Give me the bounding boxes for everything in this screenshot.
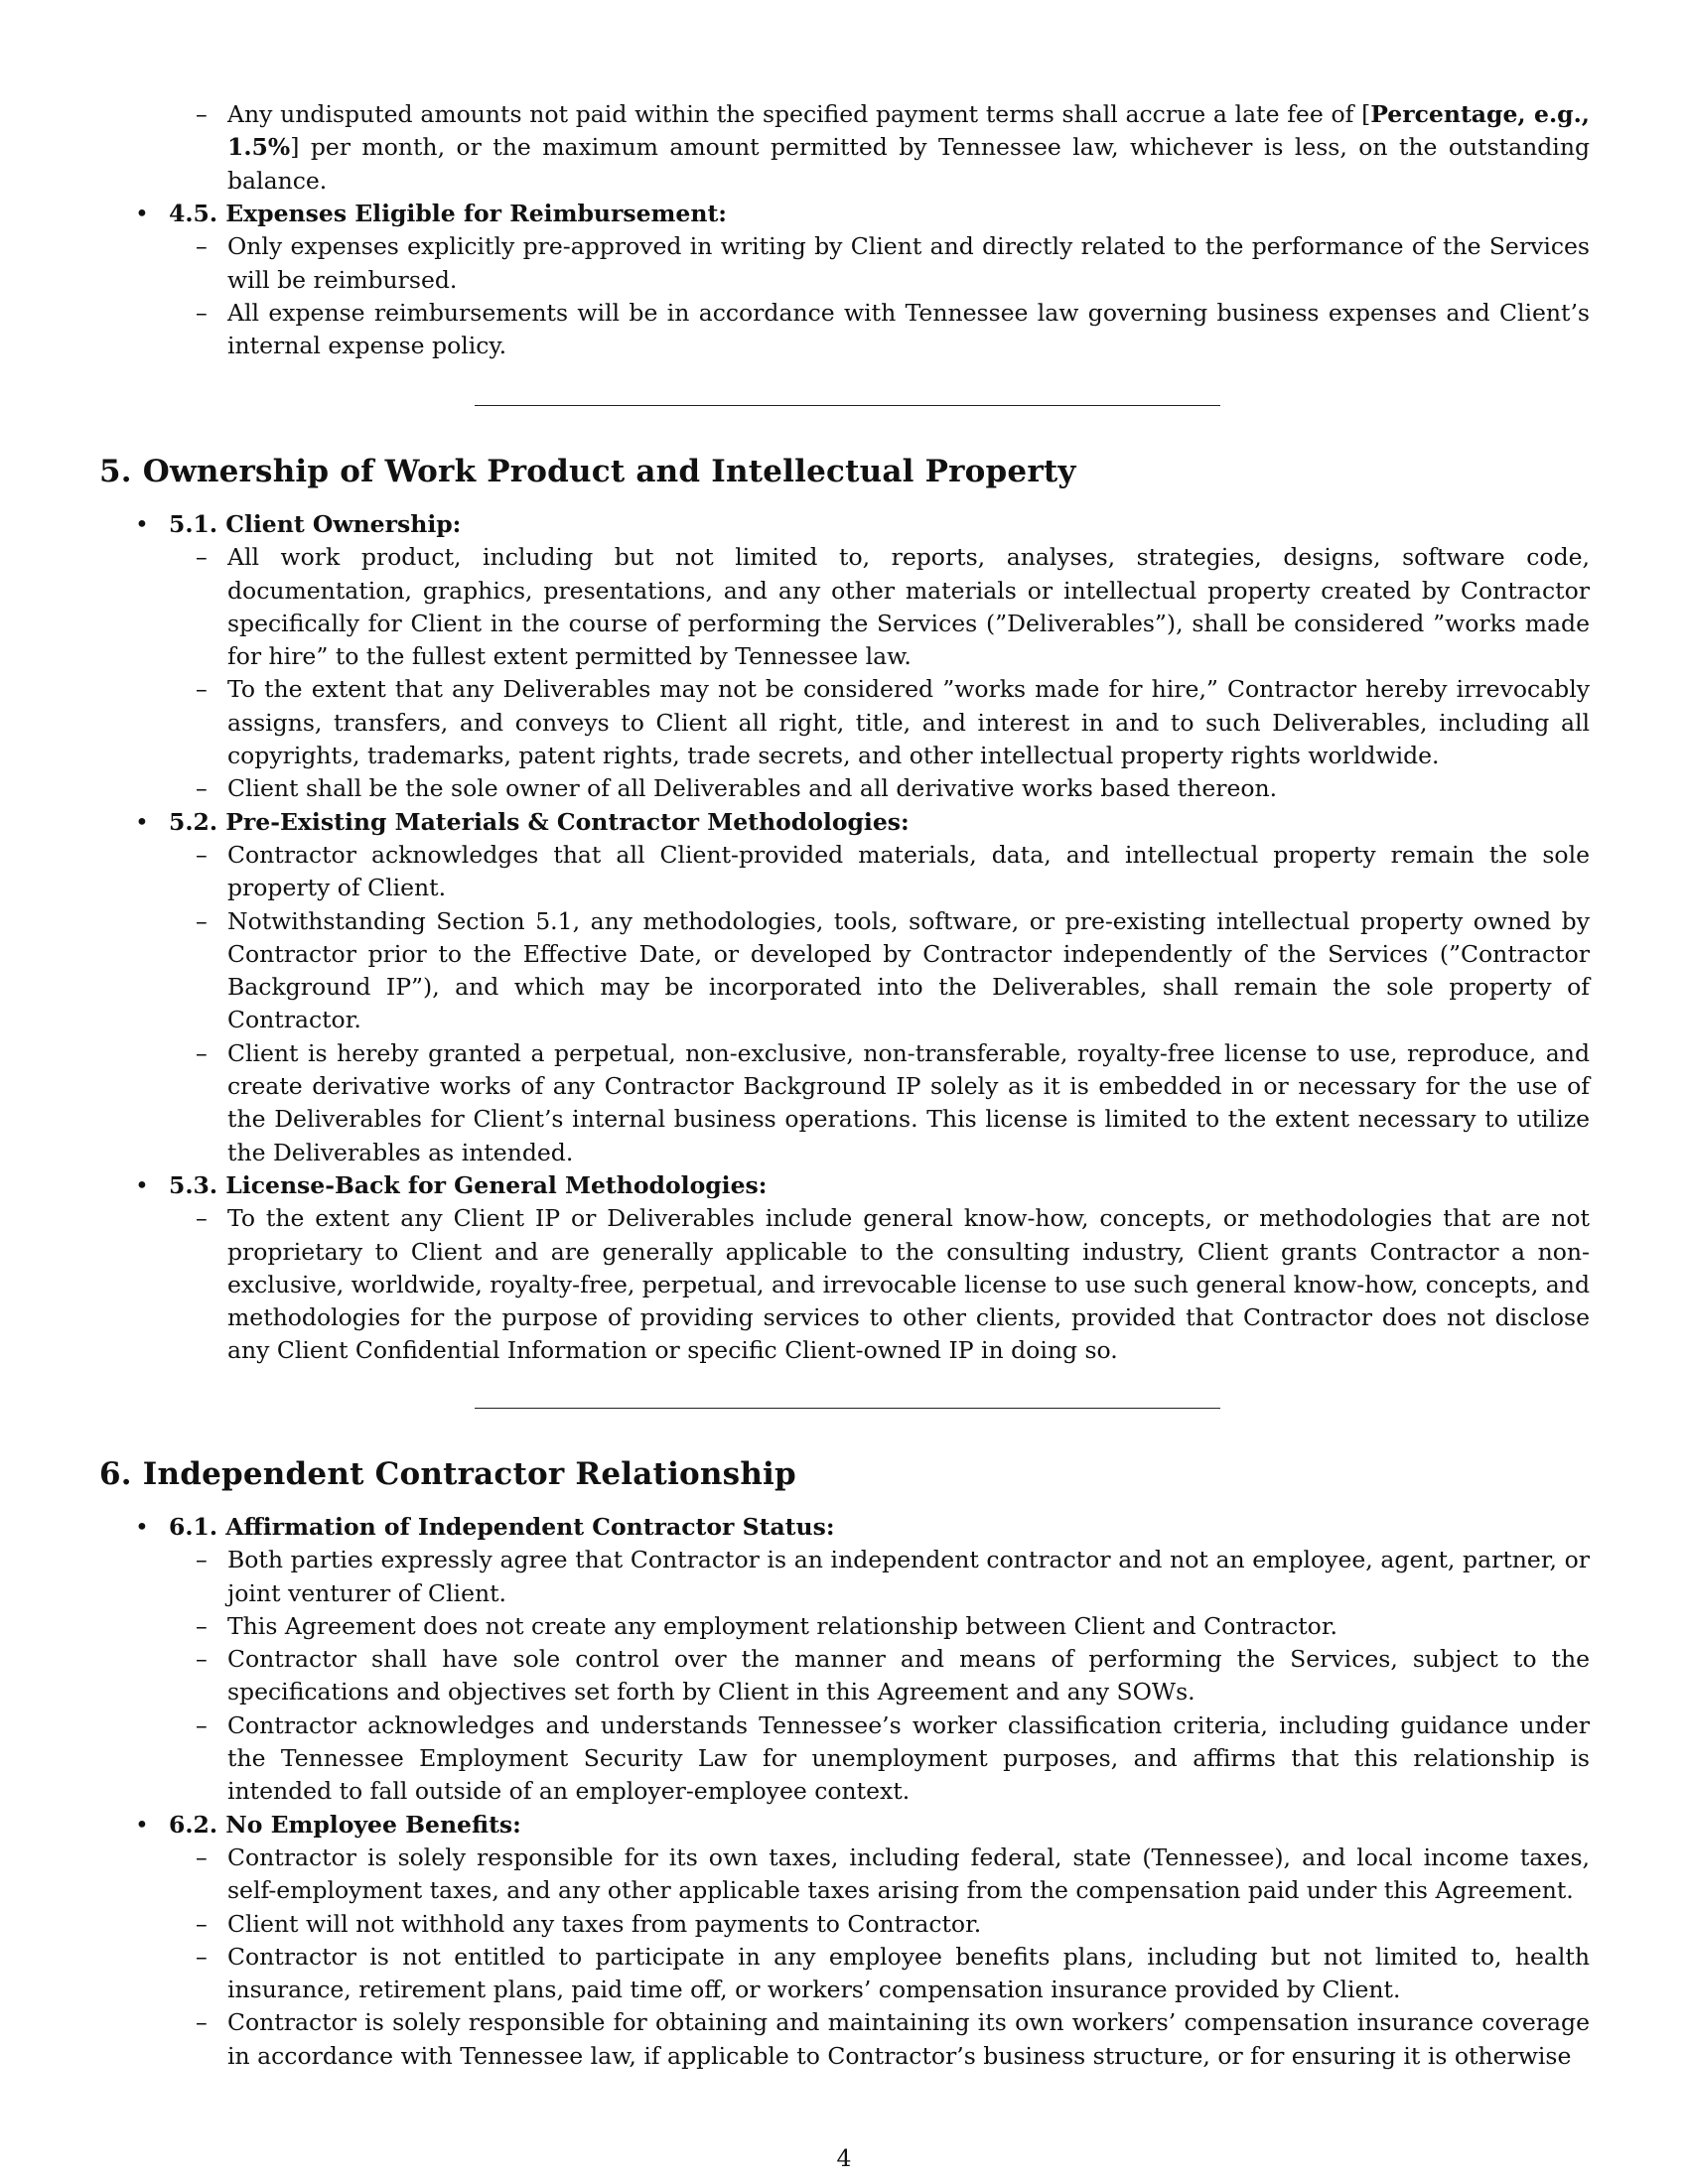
item-5-2-title: 5.2. Pre-Existing Materials & Contractor Methodologies: — [169, 807, 910, 836]
section-5-heading: 5. Ownership of Work Product and Intellectual Property — [99, 454, 1076, 489]
item-6-1-title: 6.1. Affirmation of Independent Contractor Status: — [169, 1513, 835, 1541]
item-4-5 — [0, 198, 1590, 362]
item-6-2: • 6.2. No Employee Benefits: – Contractor is solely responsible for its own taxes, including federal, state (Tennessee), and local income taxes, self-employment taxes, and any other applicable taxes arising from the compensation paid under this Agreement. – Client will not withhold any taxes from payments to Contractor. – Contractor is not entitled to participate in any employee benefits plans, including but not limited to, health insurance, retirement plans, paid time off, or workers’ compensation insurance provided by Client. – Contractor is solely responsible for obtaining and maintaining its own workers’ compensation insurance coverage in accordance with Tennessee law, if applicable to Contractor’s business structure, or for ensuring it is otherwise — [0, 1809, 1590, 2073]
section-divider-1 — [475, 405, 1220, 406]
dash-marker: – — [196, 100, 208, 128]
item-5-2-point-2: – Notwithstanding Section 5.1, any methodologies, tools, software, or pre-existing intellectual property owned by Contractor prior to the Effective Date, or developed by Contractor independently of the Services (”Contractor Background IP”), and which may be incorporated into the Deliverables, shall remain the sole property of Contractor. — [196, 906, 1590, 1034]
late-fee-text-b: ] per month, or the maximum amount permitted by Tennessee law, whichever is less, on the outstanding balance. — [227, 133, 1590, 195]
item-4-5-point-1: – Only expenses explicitly pre-approved in writing by Client and directly related to the performance of the Services will be reimbursed. — [196, 232, 1590, 294]
item-5-1: • 5.1. Client Ownership: – All work product, including but not limited to, reports, analyses, strategies, designs, software code, documentation, graphics, presentations, and any other materials or intellectual property created by Contractor specifically for Client in the course of performing the Services (”Deliverables”), shall be considered ”works made for hire” to the fullest extent permitted by Tennessee law. – To the extent that any Deliverables may not be considered ”works made for hire,” Contractor hereby irrevocably assigns, transfers, and conveys to Client all right, title, and interest in and to such Deliverables, including all copyrights, trademarks, patent rights, trade secrets, and other intellectual property rights worldwide. – Client shall be the sole owner of all Deliverables and all derivative works based thereon. — [0, 508, 1590, 806]
page-number: 4 — [836, 2144, 852, 2172]
late-fee-point — [168, 98, 1590, 198]
item-5-2: • 5.2. Pre-Existing Materials & Contractor Methodologies: – Contractor acknowledges that all Client-provided materials, data, and intellectual property remain the sole property of Client. – Notwithstanding Section 5.1, any methodologies, tools, software, or pre-existing intellectual property owned by Contractor prior to the Effective Date, or developed by Contractor independently of the Services (”Contractor Background IP”), and which may be incorporated into the Deliverables, shall remain the sole property of Contractor. – Client is hereby granted a perpetual, non-exclusive, non-transferable, royalty-free license to use, reproduce, and create derivative works of any Contractor Background IP solely as it is embedded in or necessary for the use of the Deliverables for Client’s internal business operations. This license is limited to the extent necessary to utilize the Deliverables as intended. — [0, 806, 1590, 1169]
item-5-1-point-2: – To the extent that any Deliverables may not be considered ”works made for hire,” Contractor hereby irrevocably assigns, transfers, and conveys to Client all right, title, and interest in and to such Deliverables, including all copyrights, trademarks, patent rights, trade secrets, and other intellectual property rights worldwide. — [196, 675, 1590, 770]
item-5-2-point-1: – Contractor acknowledges that all Client-provided materials, data, and intellectual property remain the sole property of Client. — [196, 840, 1590, 902]
item-5-3: • 5.3. License-Back for General Methodologies: – To the extent any Client IP or Deliverables include general know-how, concepts, or methodologies that are not proprietary to Client and are generally applicable to the consulting industry, Client grants Contractor a non-exclusive, worldwide, royalty-free, perpetual, and irrevocable license to use such general know-how, concepts, and methodologies for the purpose of providing services to other clients, provided that Contractor does not disclose any Client Confidential Information or specific Client-owned IP in doing so. — [0, 1169, 1590, 1368]
item-6-1-point-4: – Contractor acknowledges and understands Tennessee’s worker classification criteria, including guidance under the Tennessee Employment Security Law for unemployment purposes, and affirms that this relationship is intended to fall outside of an employer-employee context. — [196, 1710, 1590, 1806]
item-5-1-point-3: – Client shall be the sole owner of all Deliverables and all derivative works based thereon. — [196, 774, 1278, 803]
item-4-5-point-2: – All expense reimbursements will be in accordance with Tennessee law governing business expenses and Client’s internal expense policy. — [196, 298, 1590, 360]
section-6-heading: 6. Independent Contractor Relationship — [99, 1456, 796, 1492]
late-fee-percentage: Percentage, e.g., 1.5% — [227, 100, 1590, 162]
late-fee-text-a: Any undisputed amounts not paid within the specified payment terms shall accrue a late fee of [ — [227, 100, 1371, 128]
item-6-2-point-4: – Contractor is solely responsible for obtaining and maintaining its own workers’ compensation insurance coverage in accordance with Tennessee law, if applicable to Contractor’s business structure, or for ensuring it is otherwise — [196, 2008, 1590, 2070]
item-6-2-point-3: – Contractor is not entitled to participate in any employee benefits plans, including but not limited to, health insurance, retirement plans, paid time off, or workers’ compensation insurance provided by Client. — [196, 1942, 1590, 2004]
continued-item — [0, 98, 1590, 198]
item-6-2-point-1: – Contractor is solely responsible for its own taxes, including federal, state (Tennessee), and local income taxes, self-employment taxes, and any other applicable taxes arising from the compensation paid under this Agreement. — [196, 1843, 1590, 1905]
continued-list — [0, 98, 1688, 198]
section-6-list — [0, 1511, 1688, 2073]
item-5-1-title: 5.1. Client Ownership: — [169, 510, 462, 538]
bullet-marker: • — [135, 200, 149, 227]
section-5-list — [0, 508, 1688, 1368]
item-5-3-point-1: – To the extent any Client IP or Deliverables include general know-how, concepts, or methodologies that are not proprietary to Client and are generally applicable to the consulting industry, Client grants Contractor a non-exclusive, worldwide, royalty-free, perpetual, and irrevocable license to use such general know-how, concepts, and methodologies for the purpose of providing services to other clients, provided that Contractor does not disclose any Client Confidential Information or specific Client-owned IP in doing so. — [196, 1204, 1590, 1365]
item-5-3-title: 5.3. License-Back for General Methodologies: — [169, 1170, 768, 1199]
item-4-5-title: 4.5. Expenses Eligible for Reimbursement: — [169, 200, 727, 227]
item-5-2-point-3: – Client is hereby granted a perpetual, non-exclusive, non-transferable, royalty-free license to use, reproduce, and create derivative works of any Contractor Background IP solely as it is embedded in or necessary for the use of the Deliverables for Client’s internal business operations. This license is limited to the extent necessary to utilize the Deliverables as intended. — [196, 1038, 1590, 1166]
item-6-1: • 6.1. Affirmation of Independent Contractor Status: – Both parties expressly agree that Contractor is an independent contractor and not an employee, agent, partner, or joint venturer of Client. – This Agreement does not create any employment relationship between Client and Contractor. – Contractor shall have sole control over the manner and means of performing the Services, subject to the specifications and objectives set forth by Client in this Agreement and any SOWs. – Contractor acknowledges and understands Tennessee’s worker classification criteria, including guidance under the Tennessee Employment Security Law for unemployment purposes, and affirms that this relationship is intended to fall outside of an employer-employee context. — [0, 1511, 1590, 1809]
section-divider-2 — [475, 1408, 1220, 1409]
item-4-5-list — [0, 198, 1688, 362]
item-6-2-title: 6.2. No Employee Benefits: — [169, 1810, 521, 1839]
item-6-1-point-2: – This Agreement does not create any employment relationship between Client and Contractor. — [196, 1611, 1337, 1640]
item-5-1-point-1: – All work product, including but not limited to, reports, analyses, strategies, designs, software code, documentation, graphics, presentations, and any other materials or intellectual property created by Contractor specifically for Client in the course of performing the Services (”Deliverables”), shall be considered ”works made for hire” to the fullest extent permitted by Tennessee law. — [196, 543, 1590, 671]
item-6-2-point-2: – Client will not withhold any taxes from payments to Contractor. — [196, 1909, 982, 1938]
item-6-1-point-3: – Contractor shall have sole control over the manner and means of performing the Services, subject to the specifications and objectives set forth by Client in this Agreement and any SOWs. — [196, 1645, 1590, 1706]
item-6-1-point-1: – Both parties expressly agree that Contractor is an independent contractor and not an employee, agent, partner, or joint venturer of Client. — [196, 1546, 1590, 1607]
